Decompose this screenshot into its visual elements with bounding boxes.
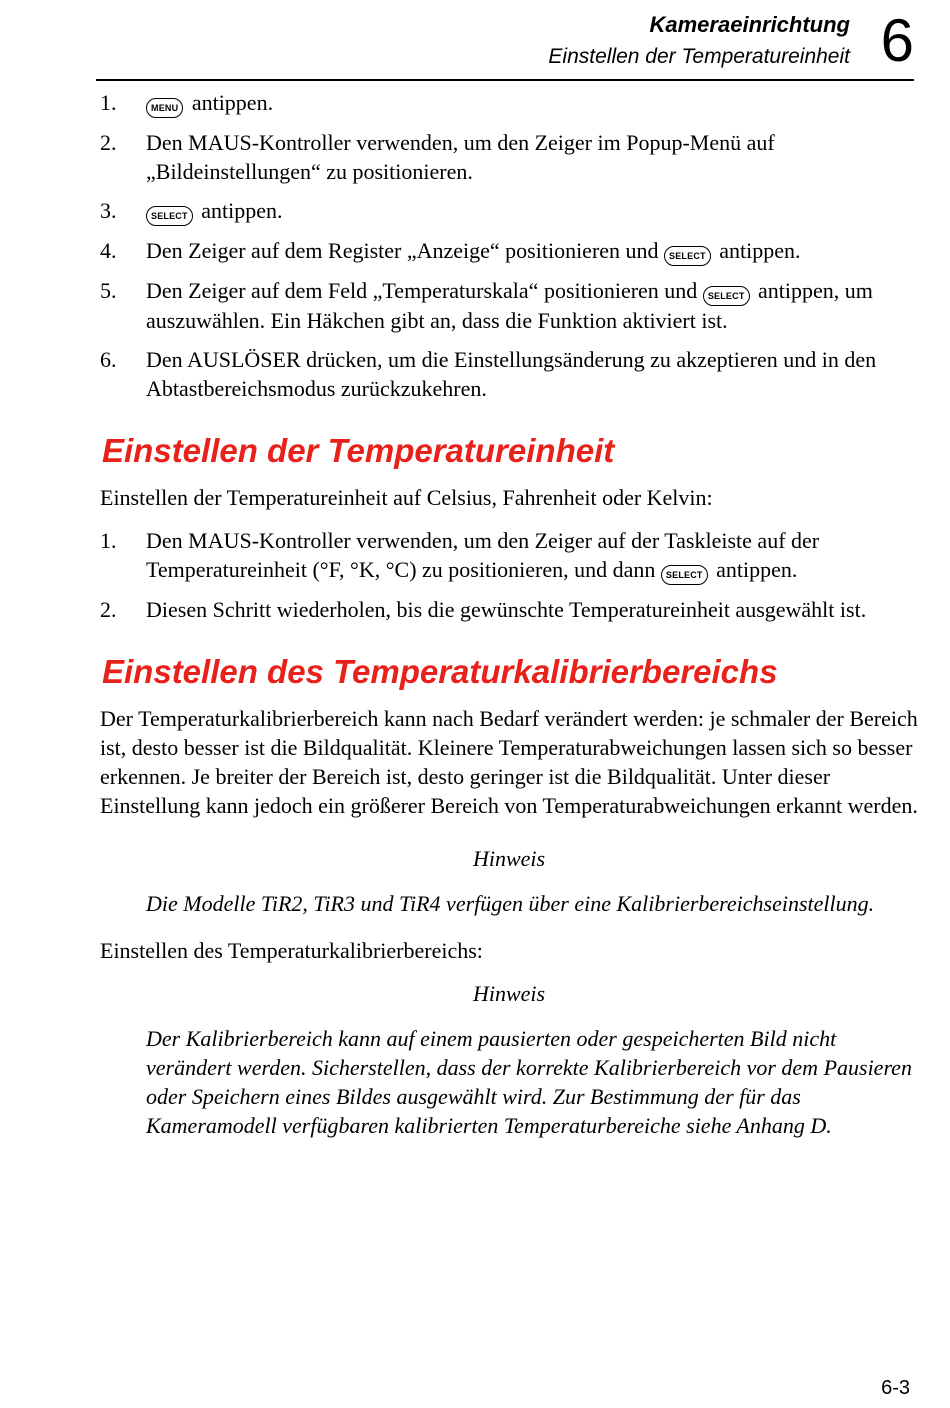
select-key-icon: SELECT — [664, 246, 711, 266]
list-item — [100, 526, 918, 585]
section-heading-calibration-range: Einstellen des Temperaturkalibrierbereichs — [102, 653, 778, 690]
intro-paragraph: Einstellen des Temperaturkalibrierbereichs: — [100, 938, 483, 963]
step-number: 1. — [100, 528, 117, 553]
list-item — [100, 345, 918, 403]
header-divider — [96, 79, 914, 81]
step-text: antippen. — [719, 238, 801, 263]
list-item — [100, 128, 918, 186]
select-key-icon: SELECT — [661, 565, 708, 585]
body-paragraph: Der Temperaturkalibrierbereich kann nach Bedarf verändert werden: je schmaler der Bereich ist, desto besser ist die Bildqualität. Kleinere Temperaturabweichungen lassen sich so besser erkennen. Je breiter der Bereich ist, desto geringer ist die Bildqualität. Unter dieser Einstellung kann jedoch ein größerer Bereich von Temperaturabweichungen erkannt werden. — [100, 706, 918, 818]
step-text: Den Zeiger auf dem Register „Anzeige“ positionieren und — [146, 238, 659, 263]
select-key-icon: SELECT — [703, 286, 750, 306]
step-number: 1. — [100, 90, 117, 115]
step-text: antippen. — [716, 557, 798, 582]
step-text: Diesen Schritt wiederholen, bis die gewünschte Temperatureinheit ausgewählt ist. — [146, 597, 867, 622]
step-text: antippen. — [191, 90, 274, 115]
step-text: Den MAUS-Kontroller verwenden, um den Zeiger im Popup-Menü auf „Bildeinstellungen“ zu positionieren. — [146, 130, 775, 184]
select-key-icon: SELECT — [146, 206, 193, 226]
step-text: antippen, um auszuwählen. Ein Häkchen gibt an, dass die Funktion aktiviert ist. — [146, 278, 873, 333]
list-item — [100, 276, 918, 335]
step-number: 4. — [100, 238, 117, 263]
chapter-title: Kameraeinrichtung — [649, 12, 850, 37]
step-text: Den AUSLÖSER drücken, um die Einstellungsänderung zu akzeptieren und in den Abtastbereichsmodus zurückzukehren. — [146, 347, 877, 401]
section-heading-temperature-unit: Einstellen der Temperatureinheit — [102, 432, 615, 469]
step-text: Den Zeiger auf dem Feld „Temperaturskala“ positionieren und — [146, 278, 698, 303]
step-number: 6. — [100, 347, 117, 372]
note-text: Die Modelle TiR2, TiR3 und TiR4 verfügen über eine Kalibrierbereichseinstellung. — [146, 891, 875, 916]
step-number: 2. — [100, 597, 117, 622]
note-text: Der Kalibrierbereich kann auf einem pausierten oder gespeicherten Bild nicht verändert werden. Sicherstellen, dass der korrekte Kalibrierbereich vor dem Pausieren oder Speichern eines Bildes ausgewählt wird. Zur Bestimmung der für das Kameramodell verfügbaren kalibrierten Temperaturbereiche siehe Anhang D. — [146, 1026, 912, 1138]
step-text: antippen. — [201, 198, 283, 223]
running-section-title: Einstellen der Temperatureinheit — [548, 45, 850, 68]
list-item — [100, 595, 918, 624]
step-number: 3. — [100, 198, 117, 223]
page-header — [0, 0, 950, 82]
intro-paragraph: Einstellen der Temperatureinheit auf Celsius, Fahrenheit oder Kelvin: — [100, 485, 713, 510]
menu-key-icon: MENU — [146, 98, 183, 118]
note-label: Hinweis — [472, 846, 546, 871]
step-number: 2. — [100, 130, 117, 155]
page-content — [100, 88, 918, 1158]
list-item — [100, 196, 918, 226]
list-item — [100, 88, 918, 118]
page-number: 6-3 — [881, 1377, 910, 1399]
chapter-number: 6 — [880, 7, 914, 74]
step-number: 5. — [100, 278, 117, 303]
note-label: Hinweis — [472, 981, 546, 1006]
list-item — [100, 236, 918, 266]
step-text: Den MAUS-Kontroller verwenden, um den Zeiger auf der Taskleiste auf der Temperatureinheit (°F, °K, °C) zu positionieren, und dann — [146, 528, 820, 582]
